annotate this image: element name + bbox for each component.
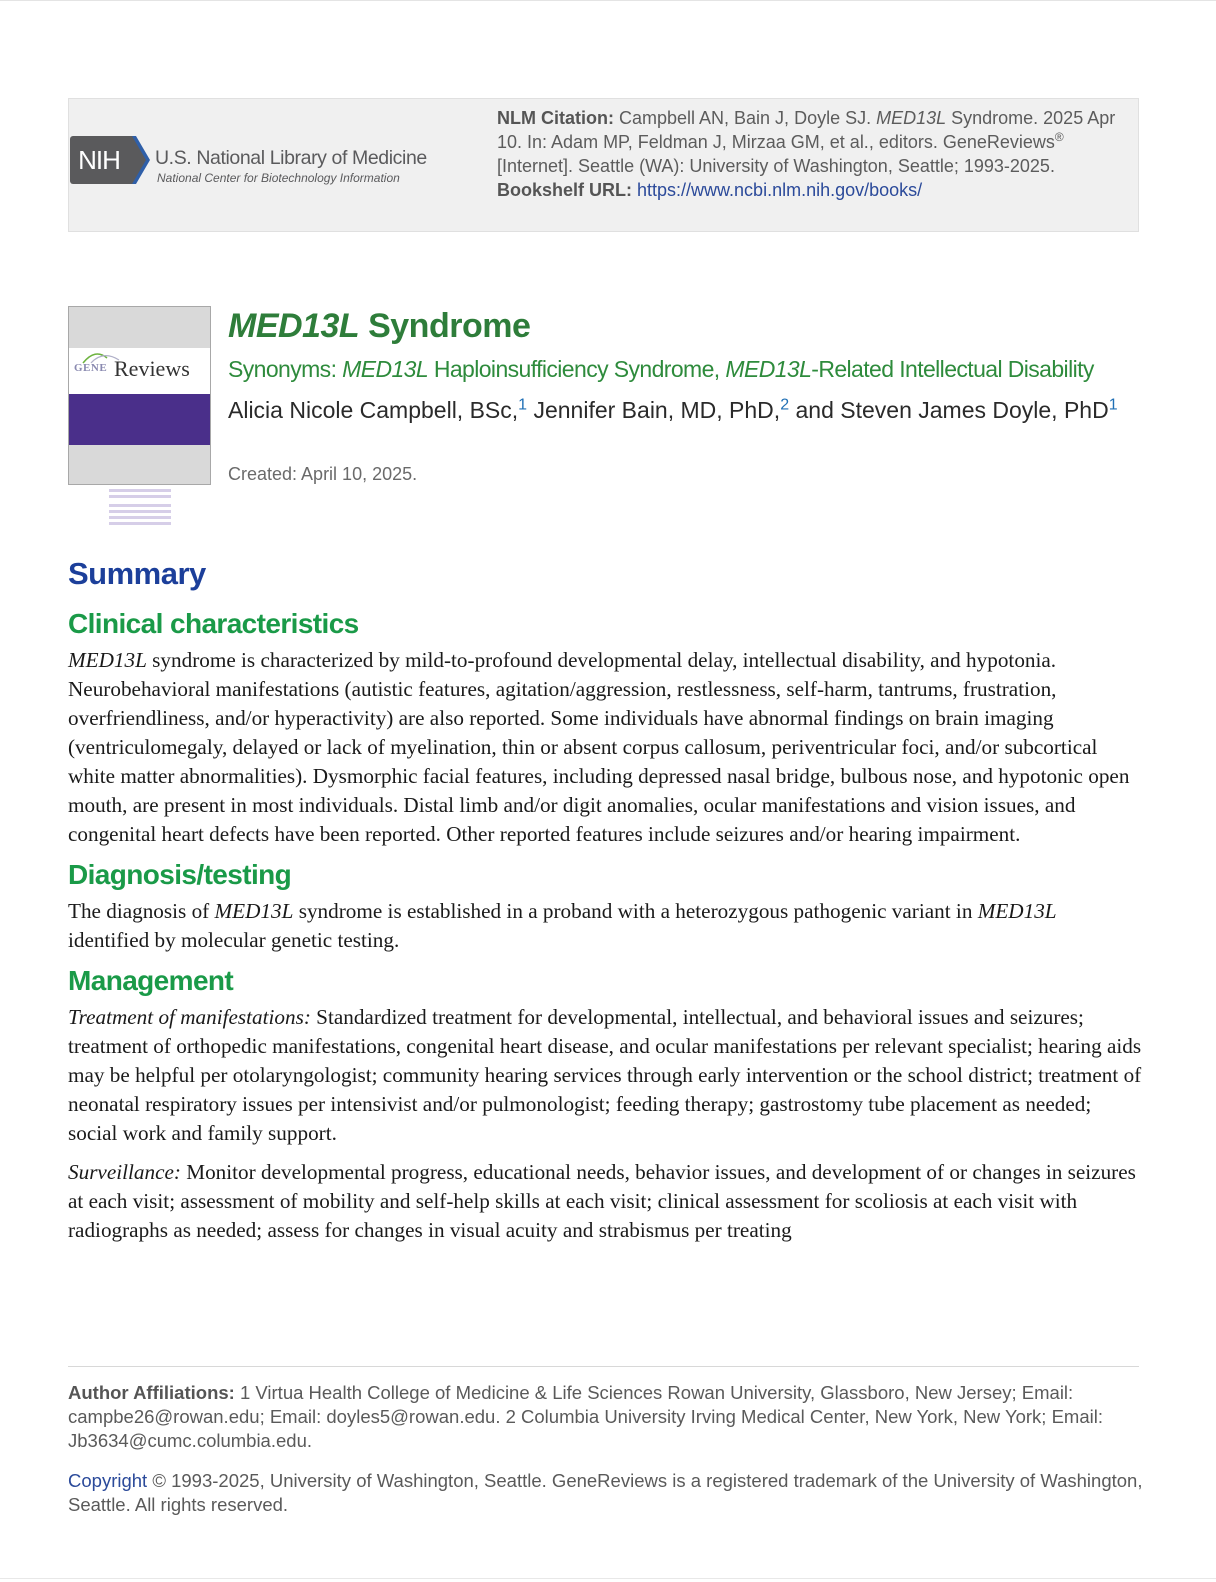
diagnosis-testing-heading: Diagnosis/testing xyxy=(68,859,292,890)
author-name: Alicia Nicole Campbell, BSc, xyxy=(228,397,519,423)
author-name: and Steven James Doyle, PhD xyxy=(789,397,1109,423)
surveillance-text xyxy=(68,1158,1143,1245)
paragraph-text: syndrome is established in a proband with a heterozygous pathogenic variant in xyxy=(293,899,978,923)
paragraph-text: Monitor developmental progress, educational needs, behavior issues, and development of or changes in seizures at each visit; assessment of mobility and self-help skills at each visit; clinical assessment for scoliosis at each visit with radiographs as needed; assess for changes in visual acuity and strabismus per treating xyxy=(68,1160,1136,1242)
paragraph-text: identified by molecular genetic testing. xyxy=(68,928,400,952)
cover-brand-reviews: Reviews xyxy=(114,356,190,381)
author-list xyxy=(228,396,1128,425)
diagnosis-testing-text xyxy=(68,897,1143,955)
citation-text: Syndrome. 2025 Apr 10. In: Adam MP, Feldman J, Mirzaa GM, et al., editors. GeneReviews xyxy=(497,108,1116,152)
management-heading: Management xyxy=(68,965,234,996)
genereviews-cover-image xyxy=(68,306,211,485)
synonym-text: Haploinsufficiency Syndrome, xyxy=(428,356,726,382)
created-date: Created: April 10, 2025. xyxy=(228,464,418,484)
paragraph-text: syndrome is characterized by mild-to-profound developmental delay, intellectual disability, and hypotonia. Neurobehavioral manifestations (autistic features, agitation/aggression, restlessness, self-harm, tantrums, frustration, overfriendliness, and/or hyperactivity) are also reported. Some individuals have abnormal findings on brain imaging (ventriculomegaly, delayed or lack of myelination, thin or absent corpus callosum, periventricular foci, and/or subcortical white matter abnormalities). Dysmorphic facial features, including depressed nasal bridge, bulbous nose, and hypotonic open mouth, are present in most individuals. Distal limb and/or digit anomalies, ocular manifestations and vision issues, and congenital heart defects have been reported. Other reported features include seizures and/or hearing impairment. xyxy=(68,648,1130,846)
citation-gene: MED13L xyxy=(876,108,947,128)
copyright-text: © 1993-2025, University of Washington, Seattle. GeneReviews is a registered trademark of the University of Washington, Seattle. All rights reserved. xyxy=(68,1470,1143,1515)
summary-section xyxy=(68,556,1143,1255)
citation-label: NLM Citation: xyxy=(497,108,614,128)
citation-text: [Internet]. Seattle (WA): University of Washington, Seattle; 1993-2025. xyxy=(497,156,1055,176)
affiliation-ref-link[interactable]: 1 xyxy=(518,396,528,414)
affiliation-ref-link[interactable]: 1 xyxy=(1108,396,1118,414)
page-top-border xyxy=(0,0,1216,1)
treatment-label: Treatment of manifestations: xyxy=(68,1005,311,1029)
nlm-logo[interactable] xyxy=(69,135,469,187)
clinical-characteristics-heading: Clinical characteristics xyxy=(68,608,359,639)
citation-text: Campbell AN, Bain J, Doyle SJ. xyxy=(613,108,877,128)
paragraph-text: Standardized treatment for developmental, intellectual, and behavioral issues and seizures; treatment of orthopedic manifestations, congenital heart disease, and ocular manifestations per relevant specialist; hearing aids may be helpful per otolaryngologist; community hearing services through early intervention or the school district; treatment of neonatal respiratory issues per intensivist and/or pulmonologist; feeding therapy; gastrostomy tube placement as needed; social work and family support. xyxy=(68,1005,1142,1145)
copyright-link[interactable]: Copyright xyxy=(68,1470,148,1491)
surveillance-label: Surveillance: xyxy=(68,1160,181,1184)
clinical-characteristics-text xyxy=(68,646,1143,849)
author-name: Jennifer Bain, MD, PhD, xyxy=(527,397,781,423)
affiliations-label: Author Affiliations: xyxy=(68,1382,235,1403)
synonyms xyxy=(228,356,1094,383)
citation-banner xyxy=(68,98,1139,232)
bookshelf-url-label: Bookshelf URL: xyxy=(497,180,632,200)
synonym-text: -Related Intellectual Disability xyxy=(811,356,1094,382)
cover-editors-text xyxy=(109,486,171,528)
synonym-gene: MED13L xyxy=(342,356,429,382)
affiliations-text: 1 Virtua Health College of Medicine & Life Sciences Rowan University, Glassboro, New Jersey; Email: campbe26@rowan.edu; Email: doyles5@rowan.edu. 2 Columbia University Irving Medical Center, New York, New York; Email: Jb3634@cumc.columbia.edu. xyxy=(68,1382,1103,1451)
paragraph-text: The diagnosis of xyxy=(68,899,215,923)
synonym-gene: MED13L xyxy=(725,356,812,382)
gene-name: MED13L xyxy=(977,899,1057,923)
registered-mark: ® xyxy=(1054,130,1064,144)
synonyms-label: Synonyms: xyxy=(228,356,343,382)
cover-band-purple xyxy=(69,394,210,445)
copyright-notice xyxy=(68,1469,1143,1517)
footer-divider xyxy=(68,1366,1139,1367)
summary-heading: Summary xyxy=(68,556,206,591)
title-rest: Syndrome xyxy=(359,307,531,345)
gene-name: MED13L xyxy=(68,648,147,672)
author-affiliations xyxy=(68,1381,1143,1453)
gene-name: MED13L xyxy=(214,899,294,923)
nlm-citation xyxy=(497,106,1127,202)
affiliation-ref-link[interactable]: 2 xyxy=(780,396,790,414)
bookshelf-url-link[interactable]: https://www.ncbi.nlm.nih.gov/books/ xyxy=(637,180,923,200)
nih-chevron-icon xyxy=(126,136,150,184)
page-title xyxy=(228,307,530,346)
title-gene: MED13L xyxy=(228,307,360,345)
nih-badge: NIH xyxy=(70,136,128,184)
ncbi-subtitle: National Center for Biotechnology Information xyxy=(157,171,400,185)
nlm-title: U.S. National Library of Medicine xyxy=(155,147,427,169)
treatment-text xyxy=(68,1003,1143,1148)
page-bottom-border xyxy=(0,1578,1216,1579)
cover-brand-gene: GENE xyxy=(74,362,108,374)
